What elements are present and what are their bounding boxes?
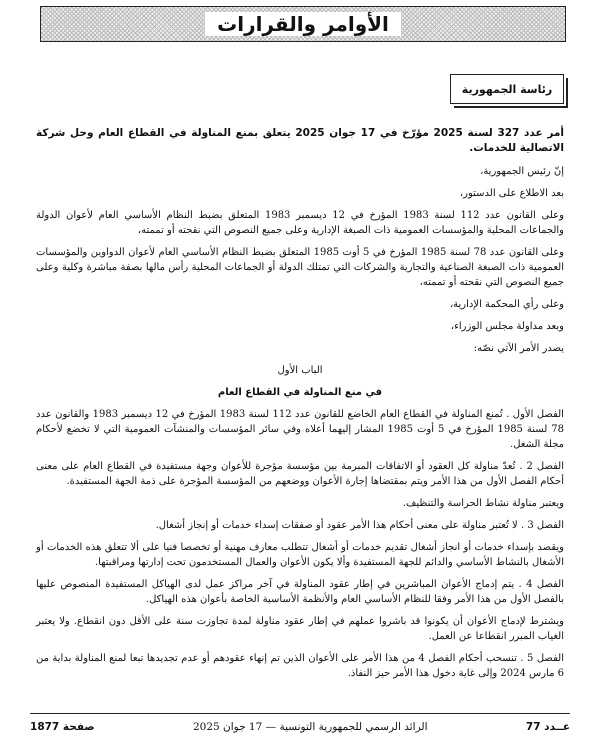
article-paragraph: الفصل الأول . تُمنع المناولة في القطاع العام الخاضع للقانون عدد 112 لسنة 1983 المؤرخ في 12 ديسمبر 1983 والقانون عدد 78 لسنة 1985 المؤرخ في 5 أوت 1985 المشار إليهما أعلاه وفي سائر المؤسسات والمنشآت العمومية التي لا تخضع لأحكام مجلة الشغل. [36,409,564,450]
article-paragraph: الفصل 4 . يتم إدماج الأعوان المباشرين في إطار عقود المناولة في آخر مراكز عمل لدى الهياكل المستفيدة المنصوص عليها بالفصل الأول من هذا الأمر وفقا للنظام الأساسي العام والأنظمة الأساسية الخاصة بأعوان هذه الهياكل. [36,579,565,605]
preamble-line: إنّ رئيس الجمهورية، [480,166,564,177]
article-paragraph: الفصل 5 . تنسحب أحكام الفصل 4 من هذا الأمر على الأعوان الذين تم إنهاء عقودهم أو عدم تجديدها تبعا لمنع المناولة بداية من 6 مارس 2024 وإلى غاية دخول هذا الأمر حيز النفاذ. [36,653,564,679]
article-paragraph: ويقصد بإسداء خدمات أو انجاز أشغال تقديم خدمات أو أشغال تتطلب معارف مهنية أو تخصصا فنيا على ألا تتعلق هذه الخدمات أو الأشغال بالنشاط الأساسي والدائم للجهة المستفيدة وألا يكون الأعوان والعمال المستخدمون تحت إدارتها ومراقبتها. [36,542,564,568]
chapter-title: في منع المناولة في القطاع العام [217,387,383,398]
article-paragraph: الفصل 3 . لا تُعتبر مناولة على معنى أحكام هذا الأمر عقود أو صفقات إسداء خدمات أو إنجاز أشغال. [155,520,564,531]
page-footer [30,713,570,740]
issuing-authority: رئاسة الجمهورية [461,82,553,96]
article-paragraph: ويعتبر مناولة نشاط الحراسة والتنظيف. [402,498,564,509]
chapter-label: الباب الأول [277,365,323,376]
section-banner [40,6,566,42]
decree-body [36,126,564,688]
article-paragraph: ويشترط لإدماج الأعوان أن يكونوا قد باشروا عملهم في إطار عقود مناولة لمدة تجاوزت سنة على الأقل دون انقطاع. ولا يعتبر الغياب المبرر انقطاعا عن العمل. [36,616,564,642]
preamble-line: وعلى القانون عدد 112 لسنة 1983 المؤرخ في 12 ديسمبر 1983 المتعلق بضبط النظام الأساسي العام لأعوان الدولة والجماعات المحلية والمؤسسات العمومية ذات الصبغة الإدارية وعلى جميع النصوص التي نقحته أو تممته، [36,210,564,236]
preamble-line: وعلى رأي المحكمة الإدارية، [449,299,564,310]
banner-title: الأوامر والقرارات [205,12,401,36]
decree-title: أمر عدد 327 لسنة 2025 مؤرّخ في 17 جوان 2025 يتعلق بمنع المناولة في القطاع العام وحل شركة الاتصالية للخدمات. [36,127,564,154]
article-paragraph: الفصل 2 . تُعدّ مناولة كل العقود أو الاتفاقات المبرمة بين مؤسسة مؤجرة للأعوان وجهة مستفيدة في القطاع العام على معنى أحكام الفصل الأول من هذا الأمر ويتم بمقتضاها إجارة الأعوان ووضعهم من المؤسسة المؤجرة على ذمة الجهة المستفيدة. [36,461,565,487]
issuing-authority-box [450,74,564,104]
preamble-line: وعلى القانون عدد 78 لسنة 1985 المؤرخ في 5 أوت 1985 المتعلق بضبط النظام الأساسي العام لأعوان الدواوين والمؤسسات العمومية ذات الصبغة الصناعية والتجارية والشركات التي تمتلك الدولة أو الجماعات المحلية رأس مالها بصفة مباشرة وكلية وعلى جميع النصوص التي نقحته أو تممته، [36,247,564,288]
journal-name-date: الرائد الرسمي للجمهورية التونسية — 17 جوان 2025 [192,721,428,733]
preamble-line: بعد الاطلاع على الدستور، [459,188,564,199]
issue-number: عــدد 77 [525,721,570,733]
preamble-line: يصدر الأمر الآتي نصّه: [473,343,564,354]
page-number: صفحة 1877 [30,721,95,733]
preamble-line: وبعد مداولة مجلس الوزراء، [450,321,564,332]
